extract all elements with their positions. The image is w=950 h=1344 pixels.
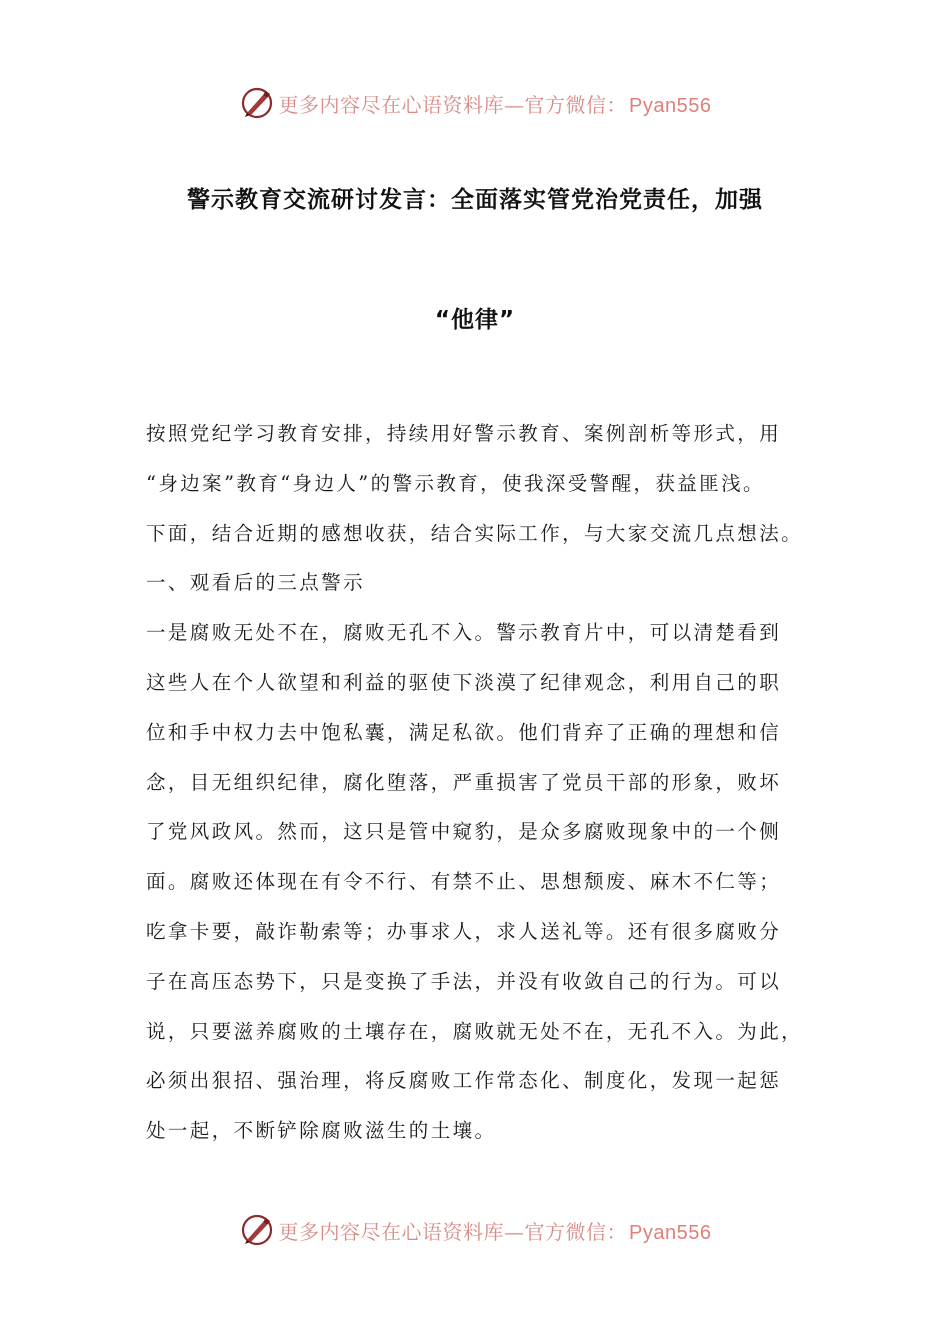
document-title-line-2: “他律” xyxy=(434,307,516,333)
section-heading: 一、观看后的三点警示 xyxy=(146,571,366,595)
wechat-id: Pyan556 xyxy=(629,1221,712,1244)
body-line: 必须出狠招、强治理，将反腐败工作常态化、制度化，发现一起惩 xyxy=(146,1069,782,1093)
body-line: 面。腐败还体现在有令不行、有禁不止、思想颓废、麻木不仁等； xyxy=(146,870,782,894)
body-line: 这些人在个人欲望和利益的驱使下淡漠了纪律观念，利用自己的职 xyxy=(146,670,782,694)
body-line: 按照党纪学习教育安排，持续用好警示教育、案例剖析等形式，用 xyxy=(146,422,782,445)
body-line: 说，只要滋养腐败的土壤存在，腐败就无处不在，无孔不入。为此， xyxy=(146,1019,804,1043)
body-line: 念，目无组织纪律，腐化堕落，严重损害了党员干部的形象，败坏 xyxy=(146,770,782,794)
body-line: 处一起，不断铲除腐败滋生的土壤。 xyxy=(146,1119,497,1143)
header-banner xyxy=(0,81,950,125)
wechat-id: Pyan556 xyxy=(629,94,712,117)
body-line: “身边案”教育“身边人”的警示教育，使我深受警醒，获益匪浅。 xyxy=(146,471,765,495)
footer-banner xyxy=(0,1208,950,1252)
banner-text xyxy=(279,89,712,118)
pen-logo-icon xyxy=(239,85,275,121)
banner-text xyxy=(279,1216,712,1245)
body-line: 一是腐败无处不在，腐败无孔不入。警示教育片中，可以清楚看到 xyxy=(146,621,782,645)
body-line: 吃拿卡要，敲诈勒索等；办事求人，求人送礼等。还有很多腐败分 xyxy=(146,919,782,943)
body-line: 位和手中权力去中饱私囊，满足私欲。他们背弃了正确的理想和信 xyxy=(146,720,782,744)
body-line: 下面，结合近期的感想收获，结合实际工作，与大家交流几点想法。 xyxy=(146,521,804,545)
banner-label: 更多内容尽在心语资料库—官方微信： xyxy=(278,1219,628,1244)
banner-label: 更多内容尽在心语资料库—官方微信： xyxy=(278,92,628,117)
pen-logo-icon xyxy=(239,1212,275,1248)
body-line: 子在高压态势下，只是变换了手法，并没有收敛自己的行为。可以 xyxy=(146,969,782,993)
body-line: 了党风政风。然而，这只是管中窥豹，是众多腐败现象中的一个侧 xyxy=(146,820,782,844)
document-title-line-1: 警示教育交流研讨发言：全面落实管党治党责任，加强 xyxy=(187,187,763,213)
document-body xyxy=(146,414,816,1161)
